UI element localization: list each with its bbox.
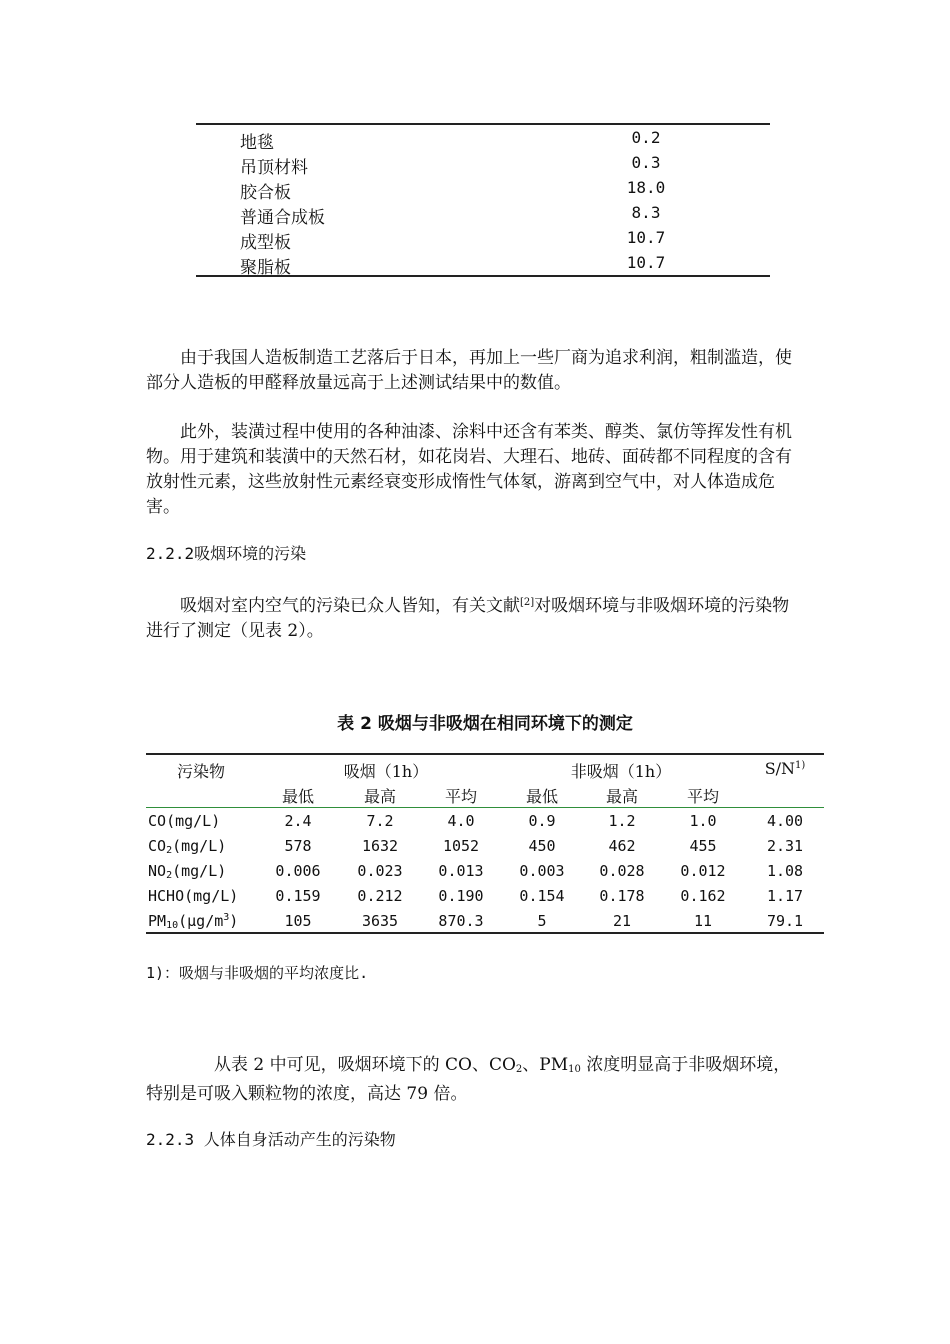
section-heading-2-2-3: 2.2.3 人体自身活动产生的污染物 xyxy=(146,1130,396,1149)
table-cell: 0.162 xyxy=(680,887,726,905)
table-cell: 4.00 xyxy=(766,812,804,830)
table-cell: 0.003 xyxy=(519,862,565,880)
table-cell: 0.212 xyxy=(357,887,403,905)
table-cell: 1.08 xyxy=(766,862,804,880)
table-cell: 2.31 xyxy=(766,837,804,855)
table-cell: 1632 xyxy=(361,837,399,855)
table-cell: 0.190 xyxy=(438,887,484,905)
table-cell: 0.013 xyxy=(438,862,484,880)
table-header-rule xyxy=(146,807,824,808)
table-cell: 11 xyxy=(693,912,713,930)
table-cell: 0.012 xyxy=(680,862,726,880)
subheader-max: 最高 xyxy=(605,787,638,806)
conclusion-paragraph: 从表 2 中可见，吸烟环境下的 CO、$CO_2$、$PM_{10}$ 浓度明显高于非吸烟环境，特别是可吸入颗粒物的浓度，高达 79 倍。 xyxy=(146,1055,791,1104)
header-ratio: $S/N^{1)}$ xyxy=(764,759,806,778)
pollutant-label: $NO_2(mg/L)$ xyxy=(148,862,227,881)
paragraph-1: 由于我国人造板制造工艺落后于日本，再加上一些厂商为追求利润，粗制滥造，使部分人造板的甲醛释放量远高于上述测试结果中的数值。 xyxy=(146,348,792,393)
table-cell: 1.17 xyxy=(766,887,804,905)
subheader-avg: 平均 xyxy=(444,787,477,806)
table-cell: 3635 xyxy=(361,912,399,930)
pollutant-label: CO(mg/L) xyxy=(148,812,221,830)
citation-ref[interactable]: [2] xyxy=(520,597,535,608)
table-cell: 450 xyxy=(528,837,556,855)
table-cell: 1.0 xyxy=(689,812,717,830)
table-cell: 105 xyxy=(284,912,312,930)
table-cell: 578 xyxy=(284,837,312,855)
table-row: 地毯 0.2 xyxy=(240,128,661,153)
table-cell: 7.2 xyxy=(366,812,394,830)
paragraph-3: 吸烟对室内空气的污染已众人皆知，有关文献[2]对吸烟环境与非吸烟环境的污染物进行了测定（见表 2）。 xyxy=(146,596,790,641)
table-cell: 1052 xyxy=(442,837,480,855)
table-cell: 4.0 xyxy=(447,812,475,830)
table-top-rule xyxy=(146,753,824,755)
table-2-title: 表 2 吸烟与非吸烟在相同环境下的测定 xyxy=(337,714,633,734)
table-cell: 870.3 xyxy=(438,912,484,930)
table-cell: 0.9 xyxy=(528,812,556,830)
table-cell: 455 xyxy=(689,837,717,855)
subheader-avg: 平均 xyxy=(686,787,719,806)
table-cell: 1.2 xyxy=(608,812,636,830)
pollutant-label: $PM_{10}(\mu g/m^3)$ xyxy=(148,912,239,931)
material-formaldehyde-table xyxy=(196,123,770,277)
table-cell: 5 xyxy=(537,912,547,930)
section-heading-2-2-2: 2.2.2吸烟环境的污染 xyxy=(146,544,307,563)
subheader-max: 最高 xyxy=(363,787,396,806)
table-row: 聚脂板 10.7 xyxy=(240,253,666,278)
table-cell: 0.006 xyxy=(275,862,321,880)
table-cell: 0.028 xyxy=(599,862,645,880)
paragraph-2: 此外，装潢过程中使用的各种油漆、涂料中还含有苯类、醇类、氯仿等挥发性有机物。用于建筑和装潢中的天然石材，如花岗岩、大理石、地砖、面砖都不同程度的含有放射性元素，这些放射性元素经衰变形成惰性气体氡，游离到空气中，对人体造成危害。 xyxy=(146,422,792,517)
table-row: 普通合成板 8.3 xyxy=(240,203,661,228)
subheader-min: 最低 xyxy=(281,787,314,806)
pollutant-label: $CO_2(mg/L)$ xyxy=(148,837,227,856)
table-bottom-rule xyxy=(146,932,824,934)
table-cell: 0.159 xyxy=(275,887,321,905)
header-smoking: 吸烟（1h） xyxy=(343,762,429,781)
table-cell: 462 xyxy=(608,837,636,855)
table-row: 胶合板 18.0 xyxy=(240,178,666,203)
header-pollutant: 污染物 xyxy=(176,762,225,781)
pollutant-label: HCHO(mg/L) xyxy=(148,887,239,905)
table-footnote: 1)：吸烟与非吸烟的平均浓度比. xyxy=(146,964,369,982)
header-nonsmoking: 非吸烟（1h） xyxy=(570,762,672,781)
table-cell: 79.1 xyxy=(766,912,804,930)
table-row: 吊顶材料 0.3 xyxy=(240,153,661,178)
table-cell: 21 xyxy=(612,912,632,930)
table-cell: 0.023 xyxy=(357,862,403,880)
table-cell: 2.4 xyxy=(284,812,312,830)
table-cell: 0.178 xyxy=(599,887,645,905)
subheader-min: 最低 xyxy=(525,787,558,806)
table-row: 成型板 10.7 xyxy=(240,228,666,253)
table-cell: 0.154 xyxy=(519,887,565,905)
